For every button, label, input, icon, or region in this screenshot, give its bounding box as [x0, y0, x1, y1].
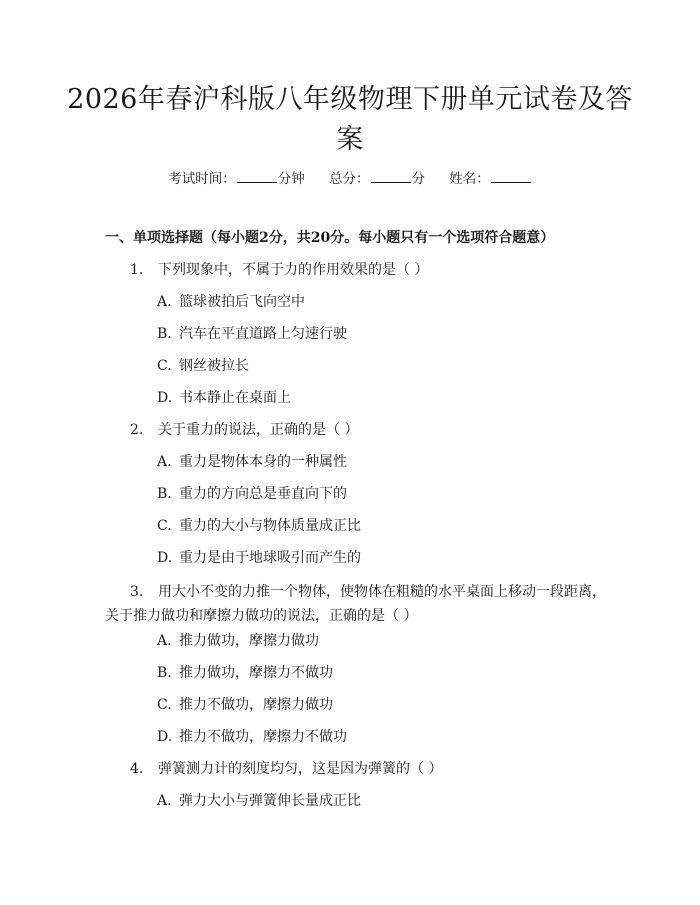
name-field	[449, 168, 532, 189]
question-2	[130, 420, 358, 440]
option-letter: C.	[157, 358, 172, 374]
score-label: 总分：	[329, 171, 370, 187]
option-text: 重力的方向总是垂直向下的	[179, 486, 347, 502]
option-text: 钢丝被拉长	[179, 358, 249, 374]
option-text: 重力是由于地球吸引而产生的	[179, 550, 361, 566]
question-text: 用大小不变的力推一个物体，使物体在粗糙的水平桌面上移动一段距离，关于推力做功和摩擦力做功的说法，正确的是（ ）	[105, 584, 606, 624]
exam-meta-line	[0, 168, 700, 189]
time-blank	[237, 168, 277, 183]
option-text: 推力不做功，摩擦力不做功	[179, 729, 347, 745]
total-score-field	[329, 168, 425, 189]
document-title: 2026年春沪科版八年级物理下册单元试卷及答案	[67, 84, 633, 155]
option-letter: B.	[157, 326, 172, 342]
option-text: 推力不做功，摩擦力做功	[179, 697, 333, 713]
name-label: 姓名：	[449, 171, 490, 187]
option-3b	[157, 663, 333, 683]
option-3c	[157, 695, 333, 715]
section-heading: 一、单项选择题（每小题2分，共20分。每小题只有一个选项符合题意）	[105, 230, 555, 246]
option-4a	[157, 791, 361, 811]
option-text: 推力做功，摩擦力不做功	[179, 665, 333, 681]
option-2b	[157, 484, 347, 504]
option-letter: A.	[157, 633, 172, 649]
option-2c	[157, 516, 361, 536]
option-3a	[157, 631, 319, 651]
option-letter: C.	[157, 697, 172, 713]
option-letter: D.	[157, 550, 173, 566]
question-number: 3.	[130, 584, 144, 600]
option-1b	[157, 324, 347, 344]
question-text: 下列现象中，不属于力的作用效果的是（ ）	[158, 262, 429, 278]
exam-time-field	[168, 168, 305, 189]
option-3d	[157, 727, 347, 747]
option-1a	[157, 292, 305, 312]
time-unit: 分钟	[277, 171, 305, 187]
option-text: 重力是物体本身的一种属性	[179, 454, 347, 470]
option-letter: C.	[157, 518, 172, 534]
option-text: 推力做功，摩擦力做功	[179, 633, 319, 649]
option-1d	[157, 388, 291, 408]
question-number: 2.	[130, 422, 144, 438]
option-text: 重力的大小与物体质量成正比	[179, 518, 361, 534]
score-unit: 分	[411, 171, 425, 187]
question-number: 4.	[130, 761, 144, 777]
option-letter: A.	[157, 793, 172, 809]
option-letter: A.	[157, 454, 172, 470]
option-letter: D.	[157, 390, 173, 406]
question-text: 关于重力的说法，正确的是（ ）	[158, 422, 359, 438]
option-text: 汽车在平直道路上匀速行驶	[179, 326, 347, 342]
time-label: 考试时间：	[168, 171, 236, 187]
option-text: 书本静止在桌面上	[179, 390, 291, 406]
question-text: 弹簧测力计的刻度均匀，这是因为弹簧的（ ）	[158, 761, 443, 777]
option-letter: D.	[157, 729, 173, 745]
question-1	[130, 260, 428, 280]
option-letter: B.	[157, 665, 172, 681]
option-2a	[157, 452, 347, 472]
option-letter: A.	[157, 294, 172, 310]
option-text: 弹力大小与弹簧伸长量成正比	[179, 793, 361, 809]
option-1c	[157, 356, 249, 376]
question-number: 1.	[130, 262, 144, 278]
question-3	[105, 580, 615, 628]
name-blank	[491, 168, 531, 183]
option-2d	[157, 548, 361, 568]
question-4	[130, 759, 442, 779]
option-text: 篮球被拍后飞向空中	[179, 294, 305, 310]
score-blank	[371, 168, 411, 183]
option-letter: B.	[157, 486, 172, 502]
